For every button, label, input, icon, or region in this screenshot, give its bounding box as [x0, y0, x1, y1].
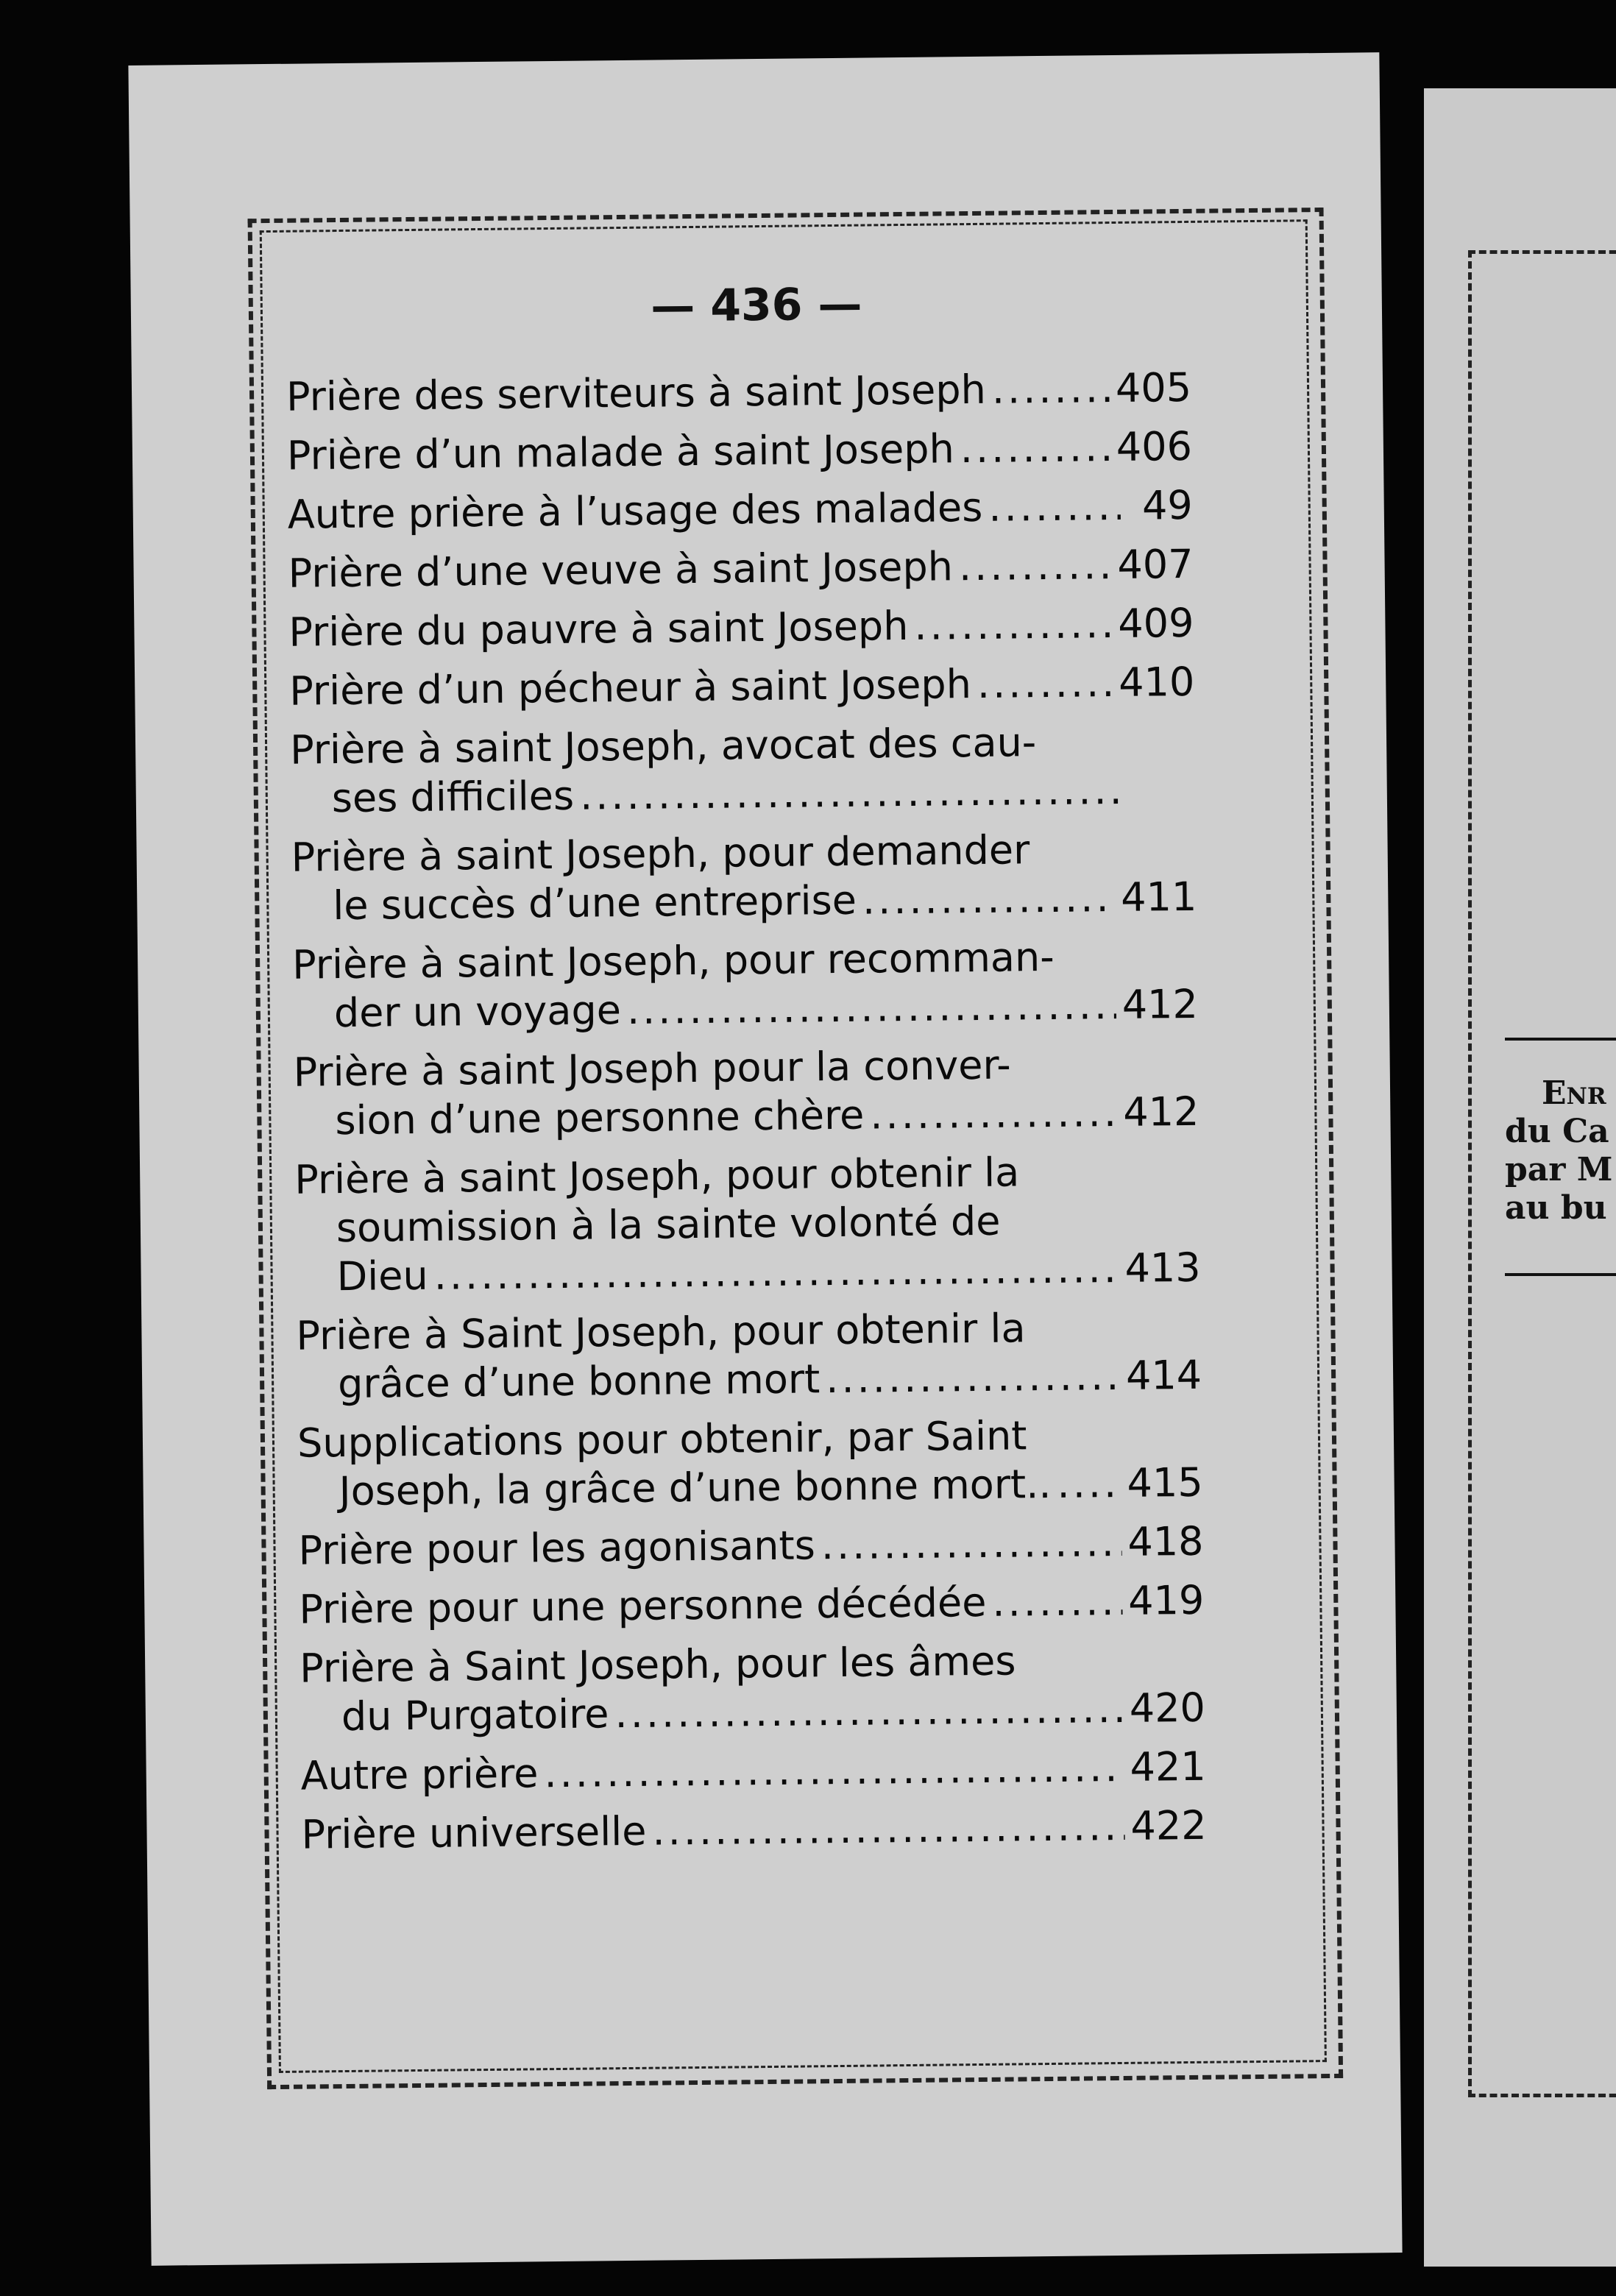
toc-entry-line	[297, 1459, 1203, 1517]
toc-entry-line	[290, 765, 1196, 823]
toc-entry-title: Prière des serviteurs à saint Joseph	[286, 366, 987, 420]
dot-leader	[870, 1088, 1118, 1140]
toc-entry	[296, 1303, 1202, 1409]
dot-leader	[960, 423, 1110, 473]
toc-entry-line	[293, 980, 1199, 1038]
toc-entry-line	[287, 422, 1193, 481]
toc-entry-line	[287, 481, 1193, 539]
toc-entry-page: 49	[1141, 481, 1194, 529]
facing-page-line: Enr	[1542, 1074, 1606, 1112]
toc-entry-page	[1130, 803, 1196, 804]
facing-page-line: par M	[1505, 1151, 1613, 1188]
dot-leader	[614, 1684, 1124, 1738]
toc-entry-page: 421	[1130, 1743, 1207, 1790]
dot-leader	[991, 364, 1110, 414]
toc-entry-line	[294, 1088, 1199, 1146]
toc-entry-title: ses difficiles	[331, 772, 575, 822]
toc-entry-page: 419	[1127, 1576, 1205, 1624]
toc-entry-title: Prière d’une veuve à saint Joseph	[288, 543, 954, 597]
facing-page-text	[1505, 1074, 1612, 1227]
dot-leader	[433, 1244, 1119, 1300]
toc-entry	[294, 1147, 1201, 1302]
toc-entry-line	[300, 1743, 1206, 1801]
toc-entry-title: Prière du pauvre à saint Joseph	[288, 602, 909, 656]
toc-entry-page: 418	[1127, 1517, 1204, 1565]
toc-entry-title: sion d’une personne chère	[335, 1091, 865, 1144]
toc-entry-line	[297, 1351, 1202, 1409]
toc-entry-title: Prière pour une personne décédée	[299, 1578, 987, 1633]
page-number: — 436 —	[650, 278, 862, 333]
toc-entry	[286, 364, 1192, 422]
toc-entry-title: Prière d’un malade à saint Joseph	[286, 425, 955, 479]
toc-entry-page: 406	[1116, 422, 1193, 470]
table-of-contents	[286, 364, 1207, 1870]
toc-entry-line	[301, 1801, 1207, 1860]
toc-entry	[298, 1517, 1204, 1576]
toc-entry-line	[295, 1244, 1201, 1302]
toc-entry	[293, 1039, 1199, 1146]
toc-entry	[287, 481, 1193, 539]
toc-entry	[300, 1743, 1206, 1801]
dot-leader	[862, 874, 1116, 925]
toc-entry	[297, 1410, 1203, 1517]
toc-entry-title: der un voyage	[333, 987, 622, 1037]
toc-entry-title: Joseph, la grâce d’une bonne mort..	[339, 1460, 1052, 1515]
dot-leader	[914, 600, 1113, 651]
toc-entry-line	[286, 364, 1192, 422]
dot-leader	[992, 1577, 1123, 1627]
toc-entry-title: grâce d’une bonne mort	[337, 1356, 821, 1408]
toc-entry-page: 422	[1130, 1801, 1207, 1849]
toc-entry-title: Dieu	[336, 1252, 428, 1300]
toc-entry-title: du Purgatoire	[341, 1690, 609, 1740]
toc-entry-line	[300, 1684, 1206, 1742]
toc-entry-title: Prière pour les agonisants	[298, 1522, 816, 1574]
toc-entry-page: 410	[1118, 658, 1195, 706]
toc-entry	[288, 599, 1194, 657]
toc-entry	[300, 1635, 1205, 1742]
toc-entry	[301, 1801, 1207, 1860]
toc-entry-line	[288, 599, 1194, 657]
toc-entry-title: Prière universelle	[301, 1807, 647, 1858]
toc-entry	[288, 540, 1194, 598]
dot-leader	[1057, 1459, 1121, 1509]
toc-entry-page: 413	[1124, 1244, 1201, 1292]
toc-entry-page: 409	[1117, 599, 1194, 647]
toc-entry-page: 412	[1122, 1088, 1199, 1135]
toc-entry	[289, 658, 1195, 716]
facing-page-rule-bottom	[1505, 1273, 1616, 1276]
book-page	[128, 52, 1402, 2266]
toc-entry-title: soumission à la sainte volonté de	[336, 1197, 1001, 1252]
dot-leader	[821, 1518, 1121, 1570]
toc-entry-page: 405	[1115, 364, 1192, 411]
toc-entry-line	[299, 1576, 1205, 1634]
dot-leader	[627, 981, 1117, 1035]
toc-entry-line	[291, 873, 1197, 931]
toc-entry-title: Prière à saint Joseph pour la conver-	[293, 1041, 1012, 1096]
toc-entry-page: 415	[1127, 1459, 1203, 1506]
dot-leader	[826, 1352, 1120, 1403]
toc-entry-title: Prière à saint Joseph, avocat des cau-	[289, 719, 1037, 773]
toc-entry	[290, 717, 1196, 823]
toc-entry-line	[298, 1517, 1204, 1576]
dot-leader	[959, 541, 1112, 591]
dot-leader	[988, 482, 1121, 532]
toc-entry-page: 420	[1129, 1684, 1206, 1732]
toc-entry-title: Autre prière à l’usage des malades	[287, 483, 983, 538]
toc-entry	[291, 824, 1197, 931]
toc-entry-title: le succès d’une entreprise	[333, 876, 857, 929]
toc-entry-page: 407	[1117, 540, 1194, 588]
toc-entry-line	[288, 540, 1194, 598]
toc-entry-title: Prière à Saint Joseph, pour les âmes	[299, 1637, 1016, 1692]
toc-entry-title: Prière à saint Joseph, pour recomman-	[291, 933, 1055, 988]
facing-page-rule-top	[1505, 1038, 1616, 1041]
facing-page-line: au bu	[1505, 1189, 1607, 1227]
toc-entry	[287, 422, 1193, 481]
toc-entry-page: 414	[1125, 1351, 1202, 1399]
dot-leader	[580, 766, 1124, 821]
toc-entry	[299, 1576, 1205, 1634]
toc-entry-title: Supplications pour obtenir, par Saint	[297, 1412, 1027, 1467]
toc-entry-title: Prière à saint Joseph, pour obtenir la	[294, 1149, 1020, 1203]
dot-leader	[544, 1743, 1124, 1798]
toc-entry-title: Prière à saint Joseph, pour demander	[291, 826, 1030, 881]
dot-leader	[977, 659, 1113, 709]
toc-entry-page: 412	[1121, 980, 1199, 1028]
toc-entry-page: 411	[1120, 873, 1197, 921]
toc-entry-title: Prière à Saint Joseph, pour obtenir la	[296, 1305, 1026, 1359]
toc-entry-line	[289, 658, 1195, 716]
facing-page-line: du Ca	[1505, 1113, 1609, 1150]
toc-entry	[292, 932, 1198, 1038]
toc-entry-title: Autre prière	[300, 1750, 539, 1799]
toc-entry-title: Prière d’un pécheur à saint Joseph	[288, 661, 972, 715]
facing-page-edge	[1424, 88, 1616, 2267]
dot-leader	[652, 1802, 1125, 1856]
